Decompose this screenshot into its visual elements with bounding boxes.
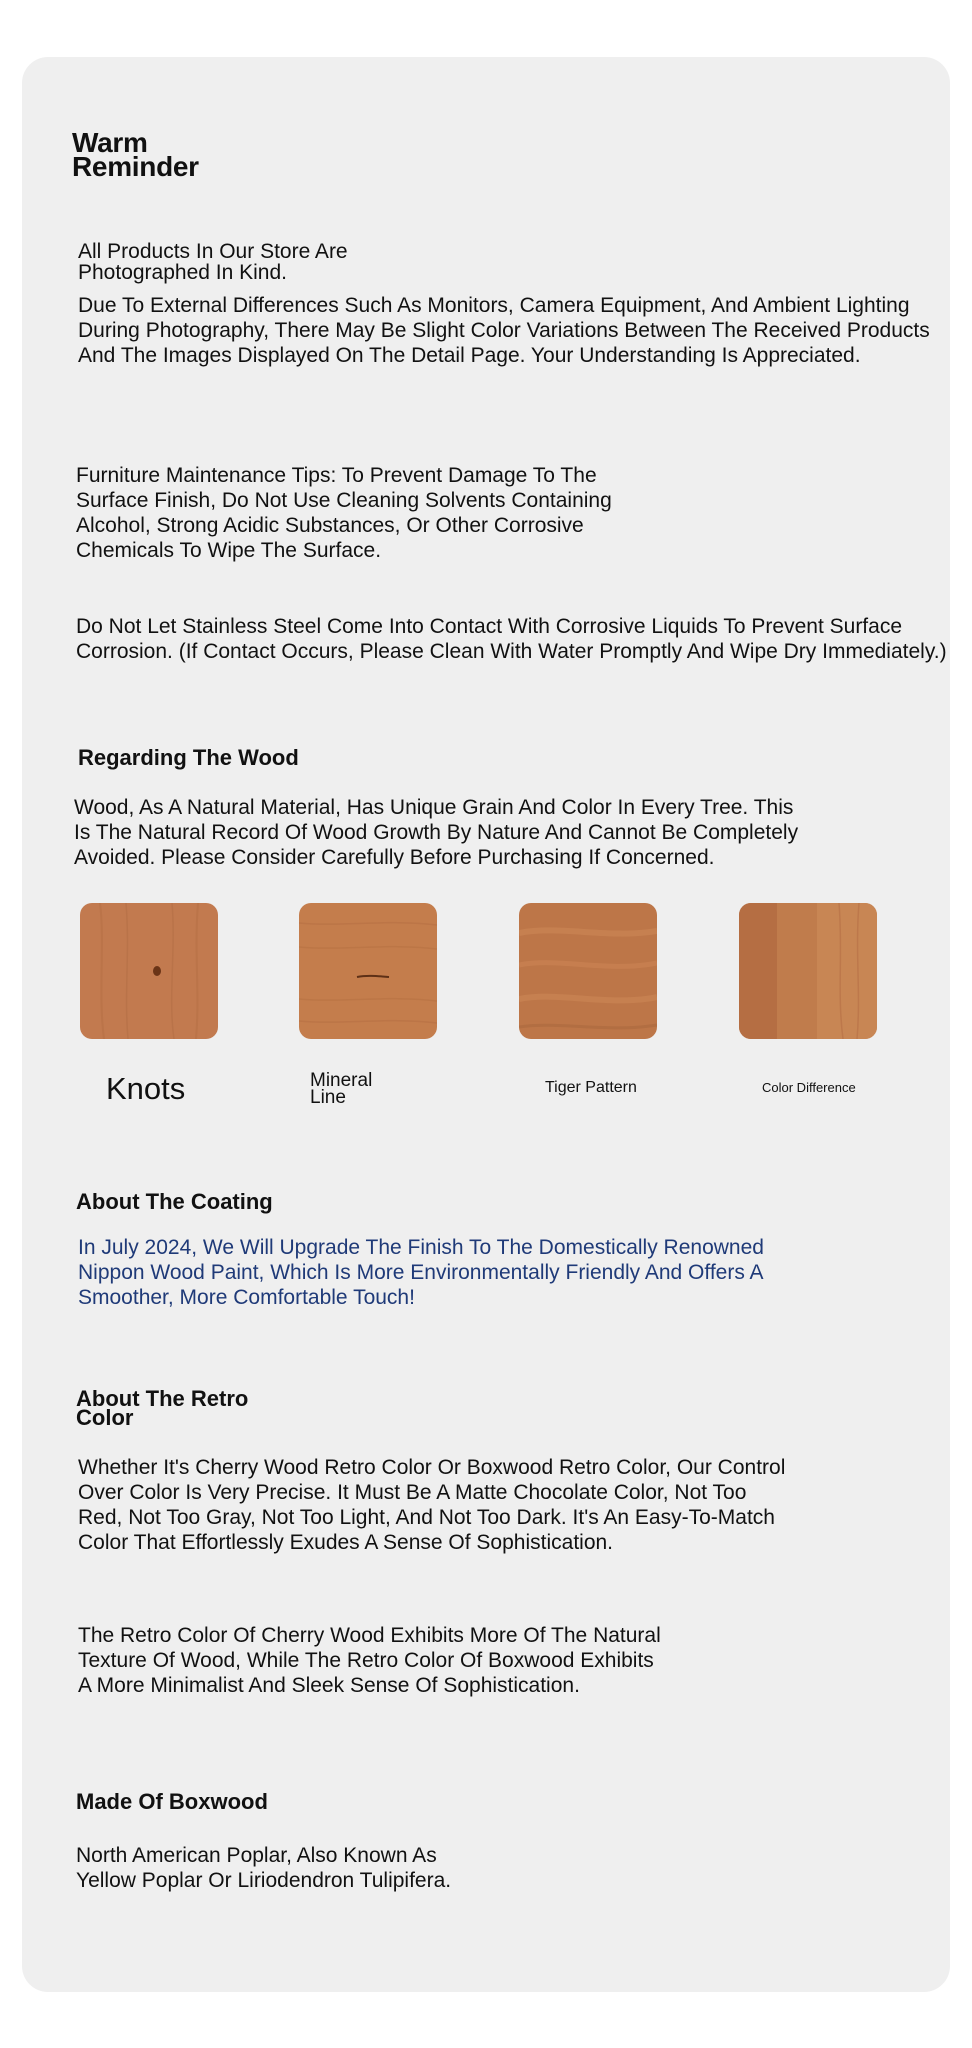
tiger-pattern-texture bbox=[519, 903, 657, 1039]
knots-texture bbox=[80, 903, 218, 1039]
retro-color-heading: About The Retro Color bbox=[76, 1386, 249, 1430]
warm-reminder-body: Due To External Differences Such As Monitors, Camera Equipment, And Ambient Lighting During Photography, There May Be Slight Color Variations Between The Received Products And The Images Displayed On The Detail Page. Your Understanding Is Appreciated. bbox=[78, 294, 930, 367]
wood-sample-mineral-line-image bbox=[299, 903, 437, 1039]
retro-color-body: Whether It's Cherry Wood Retro Color Or Boxwood Retro Color, Our Control Over Color Is Very Precise. It Must Be A Matte Chocolate Color, Not Too Red, Not Too Gray, Not Too Light, And Not Too Dark. It's An Easy-To-Match Color That Effortlessly Exudes A Sense Of Sophistication. bbox=[78, 1456, 786, 1554]
coating-heading: About The Coating bbox=[76, 1189, 273, 1214]
stainless-steel-note: Do Not Let Stainless Steel Come Into Contact With Corrosive Liquids To Prevent Surface Corrosion. (If Contact Occurs, Please Clean With Water Promptly And Wipe Dry Immediately.) bbox=[76, 615, 947, 663]
mineral-line-texture bbox=[299, 903, 437, 1039]
wood-sample-caption-tiger-pattern: Tiger Pattern bbox=[545, 1079, 637, 1096]
wood-sample-tiger-pattern-image bbox=[519, 903, 657, 1039]
color-difference-texture bbox=[739, 903, 877, 1039]
wood-sample-caption-color-difference: Color Difference bbox=[762, 1080, 856, 1095]
wood-sample-knots-image bbox=[80, 903, 218, 1039]
boxwood-heading: Made Of Boxwood bbox=[76, 1789, 268, 1814]
wood-sample-caption-mineral-line: Mineral Line bbox=[310, 1070, 373, 1108]
wood-body: Wood, As A Natural Material, Has Unique Grain And Color In Every Tree. This Is The Natural Record Of Wood Growth By Nature And Cannot Be Completely Avoided. Please Consider Carefully Before Purchasing If Concerned. bbox=[74, 796, 799, 869]
boxwood-body: North American Poplar, Also Known As Yellow Poplar Or Liriodendron Tulipifera. bbox=[76, 1844, 452, 1892]
wood-heading: Regarding The Wood bbox=[78, 745, 299, 770]
retro-color-comparison: The Retro Color Of Cherry Wood Exhibits More Of The Natural Texture Of Wood, While The Retro Color Of Boxwood Exhibits A More Minimalist And Sleek Sense Of Sophistication. bbox=[78, 1624, 661, 1697]
maintenance-tips: Furniture Maintenance Tips: To Prevent Damage To The Surface Finish, Do Not Use Cleaning Solvents Containing Alcohol, Strong Acidic Substances, Or Other Corrosive Chemicals To Wipe The Surface. bbox=[76, 464, 612, 562]
content-card bbox=[22, 57, 950, 1992]
warm-reminder-title: Warm Reminder bbox=[72, 127, 199, 182]
warm-reminder-lead: All Products In Our Store Are Photographed In Kind. bbox=[78, 240, 348, 284]
coating-body: In July 2024, We Will Upgrade The Finish To The Domestically Renowned Nippon Wood Paint, Which Is More Environmentally Friendly And Offers A Smoother, More Comfortable Touch! bbox=[78, 1236, 764, 1309]
wood-sample-caption-knots: Knots bbox=[106, 1071, 186, 1106]
wood-sample-color-difference-image bbox=[739, 903, 877, 1039]
